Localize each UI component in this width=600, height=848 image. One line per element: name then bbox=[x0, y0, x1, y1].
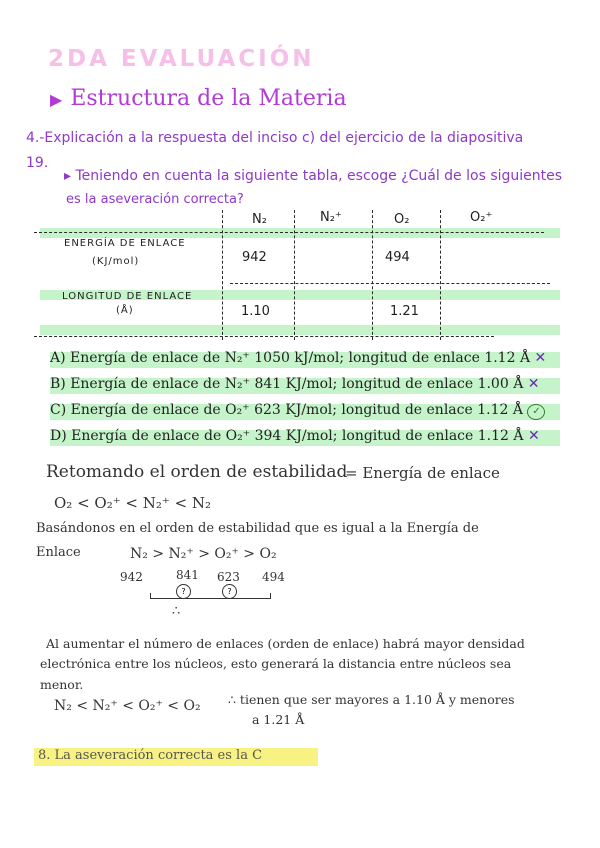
cross-icon: ✕ bbox=[527, 428, 540, 444]
final-answer: 8. La aseveración correcta es la C bbox=[38, 748, 263, 763]
conclusion-line: a 1.21 Å bbox=[252, 712, 305, 727]
option-d bbox=[50, 428, 540, 444]
paragraph-line: menor. bbox=[40, 677, 84, 692]
table-cell: 494 bbox=[385, 250, 410, 265]
bracket-line bbox=[150, 598, 270, 599]
conclusion-line: ∴ tienen que ser mayores a 1.10 Å y menores bbox=[228, 692, 515, 707]
highlight-band bbox=[40, 228, 560, 238]
therefore-icon: ∴ bbox=[172, 604, 181, 619]
bond-length-order: N₂ < N₂⁺ < O₂⁺ < O₂ bbox=[54, 698, 201, 714]
question-line-2: 19. bbox=[26, 155, 49, 171]
option-b bbox=[50, 376, 540, 392]
energy-value: 942 bbox=[120, 570, 143, 584]
explanation-retomando: Retomando el orden de estabilidad bbox=[46, 462, 348, 482]
energy-value: 841 bbox=[176, 568, 199, 582]
bond-energy-order: N₂ > N₂⁺ > O₂⁺ > O₂ bbox=[130, 546, 277, 562]
subtitle-text: Estructura de la Materia bbox=[70, 86, 347, 111]
explanation-equals: = Energía de enlace bbox=[345, 464, 500, 482]
paragraph-line: electrónica entre los núcleos, esto generará la distancia entre núcleos sea bbox=[40, 656, 512, 671]
question-line-3 bbox=[64, 168, 562, 184]
table-cell: 1.10 bbox=[241, 304, 270, 319]
table-cell: 942 bbox=[242, 250, 267, 265]
table-line bbox=[440, 210, 441, 340]
table-header: N₂ bbox=[252, 212, 267, 227]
explanation-text: Basándonos en el orden de estabilidad que es igual a la Energía de bbox=[36, 521, 479, 536]
explanation-text: Enlace bbox=[36, 545, 81, 560]
table-header: O₂ bbox=[394, 212, 410, 227]
paragraph-line: Al aumentar el número de enlaces (orden de enlace) habrá mayor densidad bbox=[46, 636, 525, 651]
subtitle bbox=[50, 86, 347, 111]
table-row-label: LONGITUD DE ENLACE bbox=[62, 291, 193, 302]
table-header: N₂⁺ bbox=[320, 210, 342, 225]
circle-marker: ? bbox=[222, 584, 237, 599]
energy-value: 494 bbox=[262, 570, 285, 584]
option-text: A) Energía de enlace de N₂⁺ 1050 kJ/mol; longitud de enlace 1.12 Å bbox=[50, 350, 531, 366]
table-row-label: ENERGÍA DE ENLACE bbox=[64, 238, 186, 249]
option-text: B) Energía de enlace de N₂⁺ 841 KJ/mol; longitud de enlace 1.00 Å bbox=[50, 376, 524, 392]
table-line bbox=[34, 232, 544, 233]
cross-icon: ✕ bbox=[527, 376, 540, 392]
table-line bbox=[294, 210, 295, 340]
table-line bbox=[372, 210, 373, 340]
table-line bbox=[34, 336, 494, 337]
arrow-right-icon: ▶ bbox=[50, 90, 63, 109]
table-header: O₂⁺ bbox=[470, 210, 493, 225]
table-row-label: (Å) bbox=[116, 305, 134, 316]
circle-marker: ? bbox=[176, 584, 191, 599]
option-a bbox=[50, 350, 546, 366]
option-text: D) Energía de enlace de O₂⁺ 394 KJ/mol; longitud de enlace 1.12 Å bbox=[50, 428, 524, 444]
question-line-4: es la aseveración correcta? bbox=[66, 192, 244, 207]
question-line-1: 4.-Explicación a la respuesta del inciso c) del ejercicio de la diapositiva bbox=[26, 130, 524, 146]
check-icon: ✓ bbox=[527, 404, 545, 420]
table-row-label: (KJ/mol) bbox=[92, 256, 140, 267]
question-line-3-text: Teniendo en cuenta la siguiente tabla, escoge ¿Cuál de los siguientes bbox=[75, 168, 563, 184]
bracket-tick bbox=[270, 593, 271, 599]
option-c bbox=[50, 402, 545, 420]
page-title: 2DA EVALUACIÓN bbox=[48, 46, 315, 72]
option-text: C) Energía de enlace de O₂⁺ 623 KJ/mol; longitud de enlace 1.12 Å bbox=[50, 402, 523, 418]
table-line bbox=[230, 283, 550, 284]
table-cell: 1.21 bbox=[390, 304, 419, 319]
bracket-tick bbox=[150, 593, 151, 599]
stability-order: O₂ < O₂⁺ < N₂⁺ < N₂ bbox=[54, 494, 212, 512]
cross-icon: ✕ bbox=[534, 350, 547, 366]
table-line bbox=[222, 210, 223, 340]
energy-value: 623 bbox=[217, 570, 240, 584]
highlight-band bbox=[40, 325, 560, 335]
arrow-right-icon: ▸ bbox=[64, 168, 76, 184]
